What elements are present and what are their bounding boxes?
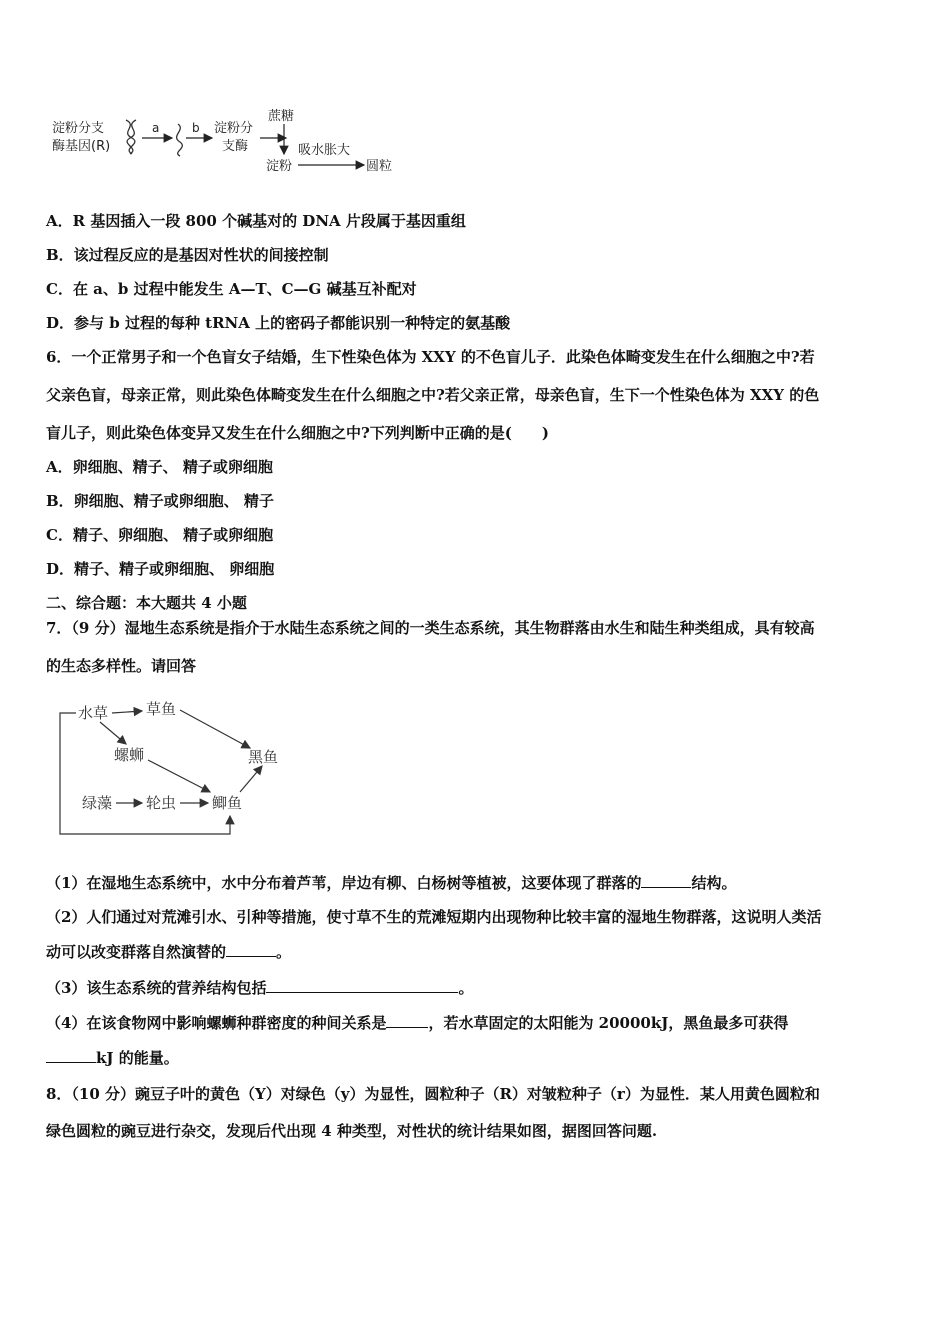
q7-sub3-text-a: （3）该生态系统的营养结构包括 [46,979,267,997]
round-label: 圆粒 [366,159,393,174]
node-black-fish: 黑鱼 [248,748,279,766]
q6-option-b: B．卵细胞、精子或卵细胞、 精子 [46,492,274,510]
q7-sub4-text-c: kJ 的能量。 [96,1049,179,1067]
node-snail: 螺蛳 [114,746,145,764]
node-rotifer: 轮虫 [146,794,177,812]
node-grass-carp: 草鱼 [146,700,177,718]
mrna-icon [177,124,183,156]
gene-label-line1: 淀粉分支 [52,121,105,136]
q8-stem-line1: 8．（10 分）豌豆子叶的黄色（Y）对绿色（y）为显性，圆粒种子（R）对皱粒种子（r）为显性．某人用黄色圆粒和 [46,1085,820,1103]
q5-option-a: A．R 基因插入一段 800 个碱基对的 DNA 片段属于基因重组 [46,212,466,230]
starch-label: 淀粉 [266,159,293,174]
q6-stem-line1: 6．一个正常男子和一个色盲女子结婚，生下性染色体为 XXY 的不色盲儿子．此染色体畸变发生在什么细胞之中?若 [46,348,815,366]
q5-option-c: C．在 a、b 过程中能发生 A—T、C—G 碱基互补配对 [46,280,417,298]
sucrose-label: 蔗糖 [268,109,295,124]
absorb-label: 吸水胀大 [298,143,351,158]
node-crucian: 鲫鱼 [212,794,243,812]
q5-option-d: D．参与 b 过程的每种 tRNA 上的密码子都能识别一种特定的氨基酸 [46,314,511,332]
q6-stem-line3: 盲儿子，则此染色体变异又发生在什么细胞之中?下列判断中正确的是( ) [46,424,549,442]
q7-sub4-blank1[interactable] [386,1013,428,1028]
dna-helix-icon [126,120,136,154]
q7-sub2-line2 [46,942,291,962]
q7-sub3-text-b: 。 [458,979,474,997]
q7-sub3-blank[interactable] [266,978,458,993]
q8-stem-line2: 绿色圆粒的豌豆进行杂交，发现后代出现 4 种类型，对性状的统计结果如图，据图回答问题. [46,1122,658,1140]
q7-sub4-line1 [46,1013,788,1033]
q7-sub4-blank2[interactable] [46,1048,96,1063]
q7-sub2-line1: （2）人们通过对荒滩引水、引种等措施，使寸草不生的荒滩短期内出现物种比较丰富的湿地生物群落，这说明人类活 [46,908,822,926]
enzyme-label-line1: 淀粉分 [214,121,254,136]
food-web-diagram [50,694,310,844]
q7-stem-line1: 7．（9 分）湿地生态系统是指介于水陆生态系统之间的一类生态系统，其生物群落由水生和陆生种类组成，具有较高 [46,619,815,637]
q6-option-a: A．卵细胞、精子、 精子或卵细胞 [46,458,273,476]
gene-label-line2: 酶基因(R) [52,139,111,154]
q7-sub4-line2 [46,1048,179,1068]
arrow-a-label: a [152,121,160,135]
q7-sub3 [46,978,473,998]
q6-option-d: D．精子、精子或卵细胞、 卵细胞 [46,560,275,578]
q7-sub1 [46,873,736,893]
node-green-algae: 绿藻 [82,794,113,812]
q7-sub4-text-a: （4）在该食物网中影响螺蛳种群密度的种间关系是 [46,1014,387,1032]
q7-sub2-text-b: 。 [276,943,292,961]
node-aquatic-grass: 水草 [78,704,109,722]
gene-expression-diagram [46,108,406,178]
q7-sub2-text-a: 动可以改变群落自然演替的 [46,943,227,961]
q7-sub1-text-a: （1）在湿地生态系统中，水中分布着芦苇，岸边有柳、白杨树等植被，这要体现了群落的 [46,874,642,892]
q7-sub1-text-b: 结构。 [691,874,737,892]
section2-title: 二、综合题：本大题共 4 小题 [46,594,247,612]
arrow-b-label: b [192,121,200,135]
q7-sub1-blank[interactable] [641,873,691,888]
q6-stem-line2: 父亲色盲，母亲正常，则此染色体畸变发生在什么细胞之中?若父亲正常，母亲色盲，生下一个性染色体为 XXY 的色 [46,386,820,404]
q7-sub4-text-b: ，若水草固定的太阳能为 20000kJ，黑鱼最多可获得 [428,1014,789,1032]
q7-stem-line2: 的生态多样性。请回答 [46,657,197,675]
q5-option-b: B．该过程反应的是基因对性状的间接控制 [46,246,329,264]
q7-sub2-blank[interactable] [226,942,276,957]
q6-option-c: C．精子、卵细胞、 精子或卵细胞 [46,526,274,544]
enzyme-label-line2: 支酶 [222,139,249,154]
